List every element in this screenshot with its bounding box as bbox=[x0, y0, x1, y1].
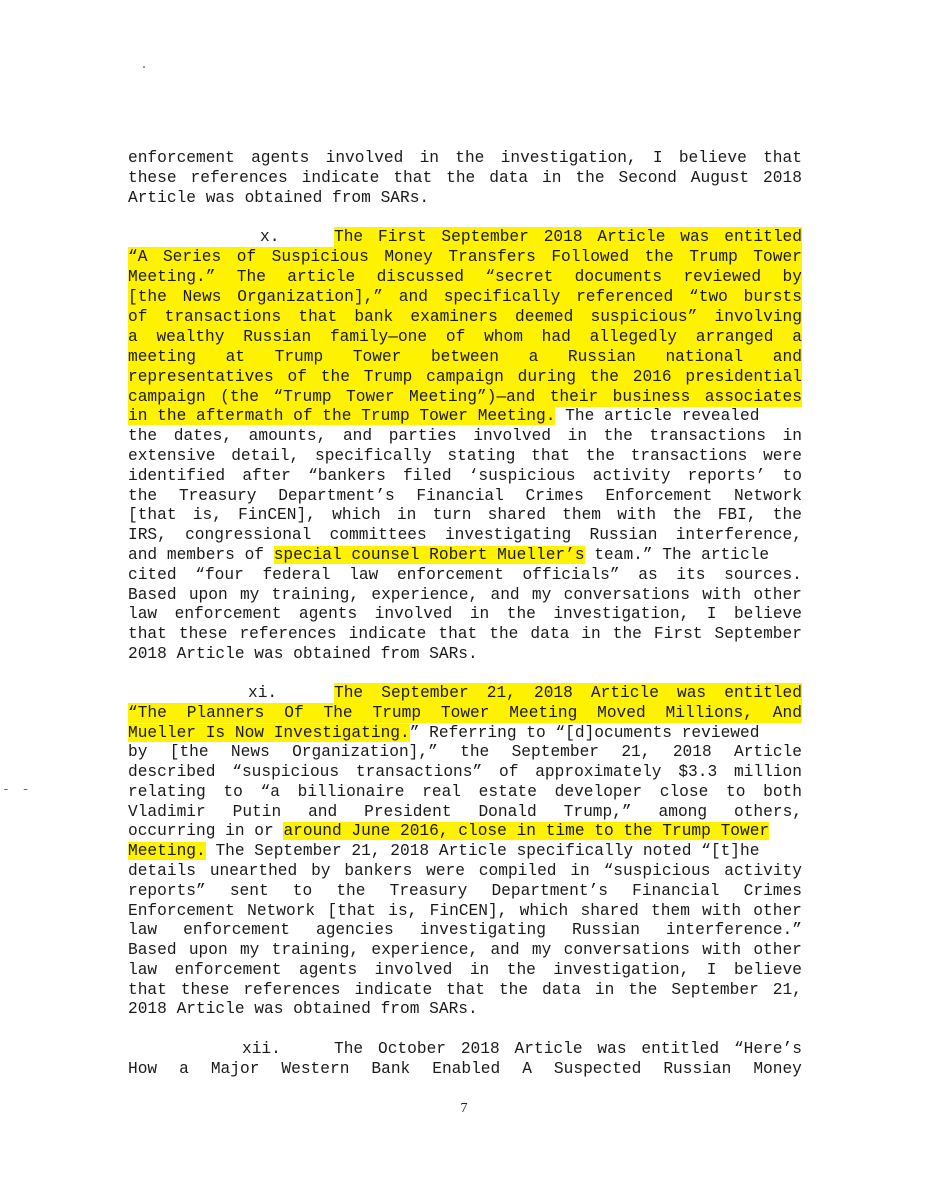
text-line bbox=[128, 841, 802, 861]
line-text: team.” The article bbox=[594, 546, 770, 564]
text-line: [that is, FinCEN], which in turn shared them with the FBI, the bbox=[128, 506, 802, 524]
text-line bbox=[128, 406, 802, 426]
paragraph-number: xi. bbox=[248, 684, 278, 702]
highlighted-line: “The Planners Of The Trump Tower Meeting Moved Millions, And bbox=[128, 704, 802, 722]
line-text: The October 2018 Article was entitled “Here’s bbox=[334, 1040, 802, 1058]
line-text: The September 21, 2018 Article specifically noted “[t]he bbox=[215, 842, 760, 860]
paragraph-x-first-line bbox=[128, 227, 802, 247]
text-line: the Treasury Department’s Financial Crimes Enforcement Network bbox=[128, 487, 802, 505]
line-text: The article revealed bbox=[565, 407, 760, 425]
highlighted-text: Meeting. bbox=[128, 842, 206, 860]
text-line: by [the News Organization],” the September 21, 2018 Article bbox=[128, 743, 802, 761]
line-text: occurring in or bbox=[128, 822, 274, 840]
text-line: that these references indicate that the data in the September 21, bbox=[128, 981, 802, 999]
text-line: Based upon my training, experience, and my conversations with other bbox=[128, 941, 802, 959]
highlighted-line: [the News Organization],” and specifically referenced “two bursts bbox=[128, 288, 802, 306]
text-line: the dates, amounts, and parties involved in the transactions in bbox=[128, 427, 802, 445]
paragraph-number: xii. bbox=[242, 1040, 281, 1058]
line-text: 2018 Article was obtained from SARs. bbox=[128, 645, 478, 663]
line-text: and members of bbox=[128, 546, 264, 564]
highlighted-text: Mueller Is Now Investigating. bbox=[128, 724, 410, 742]
highlighted-text: The September 21, 2018 Article was entitled bbox=[334, 684, 802, 702]
text-line: reports” sent to the Treasury Department’s Financial Crimes bbox=[128, 882, 802, 900]
highlighted-line: representatives of the Trump campaign during the 2016 presidential bbox=[128, 368, 802, 386]
text-line bbox=[128, 545, 802, 565]
highlighted-line: “A Series of Suspicious Money Transfers Followed the Trump Tower bbox=[128, 248, 802, 266]
margin-mark: - - bbox=[2, 782, 32, 797]
highlighted-text: in the aftermath of the Trump Tower Meeting. bbox=[128, 407, 556, 425]
text-line: relating to “a billionaire real estate developer close to both bbox=[128, 783, 802, 801]
highlighted-text: around June 2016, close in time to the Trump Tower bbox=[283, 822, 770, 840]
line-text: Article was obtained from SARs. bbox=[128, 189, 430, 207]
text-line bbox=[128, 723, 802, 743]
text-line: IRS, congressional committees investigating Russian interference, bbox=[128, 526, 802, 544]
text-line: law enforcement agents involved in the investigation, I believe bbox=[128, 605, 802, 623]
paragraph-xii-first-line bbox=[128, 1039, 802, 1059]
highlighted-line: a wealthy Russian family—one of whom had allegedly arranged a bbox=[128, 328, 802, 346]
text-line: enforcement agents involved in the investigation, I believe that bbox=[128, 149, 802, 167]
text-line: law enforcement agents involved in the investigation, I believe bbox=[128, 961, 802, 979]
text-line: details unearthed by bankers were compiled in “suspicious activity bbox=[128, 862, 802, 880]
highlighted-line: Meeting.” The article discussed “secret documents reviewed by bbox=[128, 268, 802, 286]
paragraph-xi-first-line bbox=[128, 683, 802, 703]
text-line: Enforcement Network [that is, FinCEN], which shared them with other bbox=[128, 902, 802, 920]
text-line: these references indicate that the data in the Second August 2018 bbox=[128, 169, 802, 187]
text-line bbox=[128, 644, 802, 664]
text-line bbox=[128, 188, 802, 208]
text-line: cited “four federal law enforcement officials” as its sources. bbox=[128, 566, 802, 584]
page-number: 7 bbox=[460, 1101, 468, 1116]
text-line: Based upon my training, experience, and my conversations with other bbox=[128, 586, 802, 604]
line-text: 2018 Article was obtained from SARs. bbox=[128, 1000, 478, 1018]
highlighted-text: special counsel Robert Mueller’s bbox=[273, 546, 585, 564]
text-line: extensive detail, specifically stating that the transactions were bbox=[128, 447, 802, 465]
text-line: law enforcement agencies investigating Russian interference.” bbox=[128, 921, 802, 939]
text-line: identified after “bankers filed ‘suspicious activity reports’ to bbox=[128, 467, 802, 485]
highlighted-line: of transactions that bank examiners deemed suspicious” involving bbox=[128, 308, 802, 326]
highlighted-text: The First September 2018 Article was entitled bbox=[334, 228, 802, 246]
paragraph-number: x. bbox=[260, 228, 280, 246]
text-line: Vladimir Putin and President Donald Trump,” among others, bbox=[128, 803, 802, 821]
text-line: described “suspicious transactions” of approximately $3.3 million bbox=[128, 763, 802, 781]
text-line bbox=[128, 821, 802, 841]
text-line bbox=[128, 999, 802, 1019]
line-text: ” Referring to “[d]ocuments reviewed bbox=[409, 724, 760, 742]
highlighted-line: meeting at Trump Tower between a Russian national and bbox=[128, 348, 802, 366]
text-line: that these references indicate that the data in the First September bbox=[128, 625, 802, 643]
scan-speck bbox=[143, 66, 145, 68]
highlighted-line: campaign (the “Trump Tower Meeting”)—and their business associates bbox=[128, 388, 802, 406]
text-line: How a Major Western Bank Enabled A Suspected Russian Money bbox=[128, 1060, 802, 1078]
